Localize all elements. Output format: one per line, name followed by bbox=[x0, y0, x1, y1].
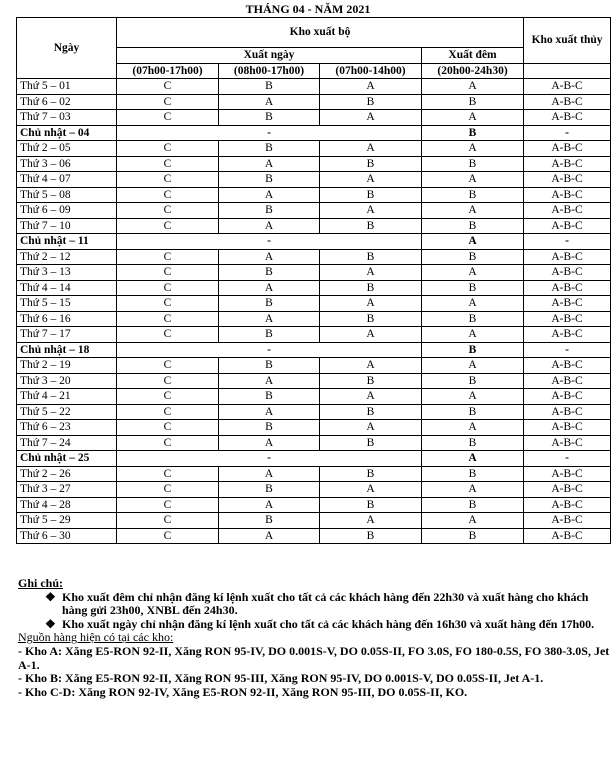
notes-section bbox=[18, 577, 610, 699]
cell-c2: B bbox=[219, 141, 320, 157]
header-time-4: (20h00-24h30) bbox=[422, 63, 524, 79]
table-row bbox=[17, 203, 611, 219]
cell-c5: A-B-C bbox=[524, 497, 611, 513]
cell-c4: B bbox=[422, 435, 524, 451]
cell-day: Thứ 5 – 22 bbox=[17, 404, 117, 420]
cell-c4: A bbox=[422, 110, 524, 126]
cell-mid: - bbox=[117, 125, 422, 141]
table-row bbox=[17, 389, 611, 405]
table-row bbox=[17, 249, 611, 265]
cell-c4: A bbox=[422, 296, 524, 312]
sources-label: Nguồn hàng hiện có tại các kho: bbox=[18, 630, 174, 645]
cell-c2: B bbox=[219, 79, 320, 95]
table-row bbox=[17, 79, 611, 95]
cell-c3: A bbox=[320, 389, 422, 405]
cell-c4: A bbox=[422, 172, 524, 188]
cell-c5: - bbox=[524, 451, 611, 467]
cell-day: Thứ 5 – 15 bbox=[17, 296, 117, 312]
cell-c5: A-B-C bbox=[524, 79, 611, 95]
cell-c4: A bbox=[422, 141, 524, 157]
cell-c2: B bbox=[219, 513, 320, 529]
cell-c4: B bbox=[422, 280, 524, 296]
header-ngay: Ngày bbox=[17, 18, 117, 79]
cell-c1: C bbox=[117, 141, 219, 157]
table-row bbox=[17, 528, 611, 544]
cell-c5: A-B-C bbox=[524, 94, 611, 110]
notes-list bbox=[18, 591, 610, 632]
cell-c3: B bbox=[320, 311, 422, 327]
cell-c5: A-B-C bbox=[524, 420, 611, 436]
cell-c2: A bbox=[219, 497, 320, 513]
cell-c1: C bbox=[117, 420, 219, 436]
cell-c4: A bbox=[422, 358, 524, 374]
table-row bbox=[17, 187, 611, 203]
cell-c5: A-B-C bbox=[524, 513, 611, 529]
sunday-row bbox=[17, 342, 611, 358]
table-row bbox=[17, 435, 611, 451]
cell-c5: A-B-C bbox=[524, 156, 611, 172]
cell-day: Thứ 4 – 07 bbox=[17, 172, 117, 188]
cell-c4: A bbox=[422, 265, 524, 281]
table-row bbox=[17, 94, 611, 110]
cell-c5: A-B-C bbox=[524, 172, 611, 188]
cell-c3: A bbox=[320, 141, 422, 157]
cell-c1: C bbox=[117, 172, 219, 188]
cell-day: Thứ 7 – 17 bbox=[17, 327, 117, 343]
cell-c3: B bbox=[320, 249, 422, 265]
cell-c3: A bbox=[320, 79, 422, 95]
cell-c2: B bbox=[219, 265, 320, 281]
header-time-1: (07h00-17h00) bbox=[117, 63, 219, 79]
cell-c4: B bbox=[422, 187, 524, 203]
cell-day: Thứ 4 – 21 bbox=[17, 389, 117, 405]
cell-c5: A-B-C bbox=[524, 249, 611, 265]
cell-c5: A-B-C bbox=[524, 373, 611, 389]
cell-c1: C bbox=[117, 389, 219, 405]
cell-c1: C bbox=[117, 203, 219, 219]
header-xuat-ngay: Xuất ngày bbox=[117, 48, 422, 64]
cell-c3: B bbox=[320, 404, 422, 420]
sunday-row bbox=[17, 234, 611, 250]
cell-day: Thứ 4 – 14 bbox=[17, 280, 117, 296]
cell-c4: B bbox=[422, 156, 524, 172]
cell-c4: B bbox=[422, 125, 524, 141]
cell-c5: - bbox=[524, 234, 611, 250]
cell-day: Thứ 6 – 02 bbox=[17, 94, 117, 110]
cell-c5: A-B-C bbox=[524, 141, 611, 157]
cell-c5: A-B-C bbox=[524, 203, 611, 219]
note-item: ❖ Kho xuất ngày chỉ nhận đăng kí lệnh xuất cho tất cả các khách hàng đến 16h30 và xuất hàng đến 17h00. bbox=[45, 616, 595, 631]
cell-day: Chủ nhật – 04 bbox=[17, 125, 117, 141]
table-row bbox=[17, 513, 611, 529]
table-row bbox=[17, 311, 611, 327]
table-row bbox=[17, 265, 611, 281]
cell-day: Thứ 3 – 06 bbox=[17, 156, 117, 172]
cell-c2: B bbox=[219, 389, 320, 405]
cell-c3: B bbox=[320, 218, 422, 234]
cell-c5: A-B-C bbox=[524, 280, 611, 296]
sunday-row bbox=[17, 451, 611, 467]
table-row bbox=[17, 497, 611, 513]
cell-c4: A bbox=[422, 203, 524, 219]
cell-day: Thứ 7 – 10 bbox=[17, 218, 117, 234]
cell-c4: A bbox=[422, 389, 524, 405]
cell-day: Thứ 2 – 26 bbox=[17, 466, 117, 482]
source-kho-a: - Kho A: Xăng E5-RON 92-II, Xăng RON 95-IV, DO 0.001S-V, DO 0.05S-II, FO 3.0S, FO 180-0.5S, FO 380-3.0S, Jet A-1. bbox=[18, 643, 610, 672]
cell-day: Thứ 2 – 19 bbox=[17, 358, 117, 374]
cell-c1: C bbox=[117, 373, 219, 389]
cell-day: Thứ 2 – 05 bbox=[17, 141, 117, 157]
notes-label: Ghi chú: bbox=[18, 576, 64, 590]
cell-c5: - bbox=[524, 125, 611, 141]
cell-c4: B bbox=[422, 373, 524, 389]
diamond-bullet-icon: ❖ bbox=[45, 616, 56, 631]
cell-day: Chủ nhật – 11 bbox=[17, 234, 117, 250]
cell-c1: C bbox=[117, 249, 219, 265]
cell-c5: A-B-C bbox=[524, 389, 611, 405]
cell-c3: A bbox=[320, 172, 422, 188]
cell-c2: B bbox=[219, 110, 320, 126]
table-row bbox=[17, 482, 611, 498]
cell-c3: B bbox=[320, 94, 422, 110]
cell-c1: C bbox=[117, 404, 219, 420]
cell-day: Thứ 3 – 27 bbox=[17, 482, 117, 498]
table-row bbox=[17, 466, 611, 482]
cell-c4: A bbox=[422, 234, 524, 250]
cell-day: Thứ 2 – 12 bbox=[17, 249, 117, 265]
cell-c5: A-B-C bbox=[524, 358, 611, 374]
cell-c4: B bbox=[422, 218, 524, 234]
cell-mid: - bbox=[117, 342, 422, 358]
cell-c3: A bbox=[320, 482, 422, 498]
cell-c5: A-B-C bbox=[524, 528, 611, 544]
cell-c1: C bbox=[117, 327, 219, 343]
cell-c3: B bbox=[320, 187, 422, 203]
note-item: ❖ Kho xuất đêm chỉ nhận đăng kí lệnh xuất cho tất cả các khách hàng đến 22h30 và xuất hàng cho khách hàng gửi 23h00, XNBL đến 24h30. bbox=[45, 589, 589, 618]
cell-c2: A bbox=[219, 156, 320, 172]
table-row bbox=[17, 172, 611, 188]
cell-c2: A bbox=[219, 218, 320, 234]
cell-c1: C bbox=[117, 187, 219, 203]
table-row bbox=[17, 218, 611, 234]
cell-c3: A bbox=[320, 420, 422, 436]
cell-c3: A bbox=[320, 110, 422, 126]
cell-c2: B bbox=[219, 358, 320, 374]
cell-c1: C bbox=[117, 482, 219, 498]
cell-c2: A bbox=[219, 249, 320, 265]
table-row bbox=[17, 358, 611, 374]
cell-c4: A bbox=[422, 482, 524, 498]
cell-c4: A bbox=[422, 451, 524, 467]
cell-c2: A bbox=[219, 435, 320, 451]
cell-c1: C bbox=[117, 311, 219, 327]
table-row bbox=[17, 327, 611, 343]
cell-c4: B bbox=[422, 311, 524, 327]
cell-c3: B bbox=[320, 497, 422, 513]
cell-c3: B bbox=[320, 280, 422, 296]
cell-c3: A bbox=[320, 265, 422, 281]
cell-c2: B bbox=[219, 172, 320, 188]
cell-c5: A-B-C bbox=[524, 110, 611, 126]
cell-day: Thứ 7 – 24 bbox=[17, 435, 117, 451]
cell-c3: B bbox=[320, 373, 422, 389]
source-kho-cd: - Kho C-D: Xăng RON 92-IV, Xăng E5-RON 92-II, Xăng RON 95-III, DO 0.05S-II, KO. bbox=[18, 684, 468, 699]
cell-day: Thứ 6 – 16 bbox=[17, 311, 117, 327]
cell-c5: A-B-C bbox=[524, 187, 611, 203]
cell-c2: B bbox=[219, 203, 320, 219]
cell-day: Thứ 6 – 23 bbox=[17, 420, 117, 436]
cell-day: Thứ 5 – 08 bbox=[17, 187, 117, 203]
page-title: THÁNG 04 - NĂM 2021 bbox=[245, 2, 371, 16]
cell-day: Thứ 4 – 28 bbox=[17, 497, 117, 513]
table-row bbox=[17, 156, 611, 172]
cell-c2: A bbox=[219, 187, 320, 203]
cell-c3: A bbox=[320, 327, 422, 343]
cell-c1: C bbox=[117, 528, 219, 544]
cell-mid: - bbox=[117, 234, 422, 250]
header-empty bbox=[524, 63, 611, 79]
cell-c1: C bbox=[117, 497, 219, 513]
cell-c5: A-B-C bbox=[524, 482, 611, 498]
cell-c1: C bbox=[117, 513, 219, 529]
cell-c5: A-B-C bbox=[524, 296, 611, 312]
cell-mid: - bbox=[117, 451, 422, 467]
header-time-3: (07h00-14h00) bbox=[320, 63, 422, 79]
cell-c3: B bbox=[320, 435, 422, 451]
cell-c4: B bbox=[422, 528, 524, 544]
cell-c2: A bbox=[219, 466, 320, 482]
table-row bbox=[17, 373, 611, 389]
cell-c2: A bbox=[219, 311, 320, 327]
cell-day: Thứ 7 – 03 bbox=[17, 110, 117, 126]
sunday-row bbox=[17, 125, 611, 141]
cell-c3: B bbox=[320, 528, 422, 544]
cell-day: Chủ nhật – 25 bbox=[17, 451, 117, 467]
table-row bbox=[17, 280, 611, 296]
table-row bbox=[17, 141, 611, 157]
header-kho-xuat-bo: Kho xuất bộ bbox=[117, 18, 524, 48]
table-row bbox=[17, 404, 611, 420]
cell-c4: A bbox=[422, 327, 524, 343]
cell-day: Thứ 5 – 29 bbox=[17, 513, 117, 529]
cell-day: Thứ 3 – 20 bbox=[17, 373, 117, 389]
cell-c5: A-B-C bbox=[524, 218, 611, 234]
cell-c2: B bbox=[219, 420, 320, 436]
cell-c4: B bbox=[422, 404, 524, 420]
cell-c3: B bbox=[320, 156, 422, 172]
cell-c2: A bbox=[219, 404, 320, 420]
cell-c2: B bbox=[219, 296, 320, 312]
table-row bbox=[17, 110, 611, 126]
cell-c1: C bbox=[117, 156, 219, 172]
cell-c4: B bbox=[422, 342, 524, 358]
source-kho-b: - Kho B: Xăng E5-RON 92-II, Xăng RON 95-III, Xăng RON 95-IV, DO 0.001S-V, DO 0.05S-II, Jet A-1. bbox=[18, 671, 544, 686]
header-time-2: (08h00-17h00) bbox=[219, 63, 320, 79]
cell-c1: C bbox=[117, 79, 219, 95]
cell-c1: C bbox=[117, 296, 219, 312]
cell-c3: A bbox=[320, 513, 422, 529]
cell-c1: C bbox=[117, 435, 219, 451]
cell-c1: C bbox=[117, 280, 219, 296]
cell-c4: B bbox=[422, 249, 524, 265]
cell-c5: - bbox=[524, 342, 611, 358]
table-row bbox=[17, 420, 611, 436]
cell-c3: B bbox=[320, 466, 422, 482]
cell-c2: A bbox=[219, 94, 320, 110]
cell-c1: C bbox=[117, 110, 219, 126]
cell-c4: A bbox=[422, 513, 524, 529]
cell-c1: C bbox=[117, 265, 219, 281]
cell-day: Thứ 6 – 09 bbox=[17, 203, 117, 219]
cell-c5: A-B-C bbox=[524, 404, 611, 420]
cell-day: Chủ nhật – 18 bbox=[17, 342, 117, 358]
cell-c1: C bbox=[117, 466, 219, 482]
cell-c5: A-B-C bbox=[524, 327, 611, 343]
cell-c4: B bbox=[422, 466, 524, 482]
schedule-table bbox=[16, 17, 611, 544]
table-row bbox=[17, 296, 611, 312]
diamond-bullet-icon: ❖ bbox=[45, 589, 56, 604]
cell-c5: A-B-C bbox=[524, 265, 611, 281]
cell-c3: A bbox=[320, 203, 422, 219]
cell-c5: A-B-C bbox=[524, 435, 611, 451]
header-xuat-dem: Xuất đêm bbox=[422, 48, 524, 64]
cell-c2: A bbox=[219, 528, 320, 544]
cell-c2: B bbox=[219, 482, 320, 498]
cell-c2: A bbox=[219, 373, 320, 389]
cell-c1: C bbox=[117, 218, 219, 234]
cell-c2: A bbox=[219, 280, 320, 296]
header-kho-xuat-thuy: Kho xuất thủy bbox=[524, 18, 611, 64]
cell-c1: C bbox=[117, 94, 219, 110]
cell-day: Thứ 3 – 13 bbox=[17, 265, 117, 281]
cell-c3: A bbox=[320, 358, 422, 374]
cell-c3: A bbox=[320, 296, 422, 312]
cell-c1: C bbox=[117, 358, 219, 374]
cell-c4: A bbox=[422, 79, 524, 95]
schedule-body bbox=[17, 79, 611, 544]
cell-c5: A-B-C bbox=[524, 311, 611, 327]
cell-c4: A bbox=[422, 420, 524, 436]
cell-c2: B bbox=[219, 327, 320, 343]
cell-c4: B bbox=[422, 497, 524, 513]
cell-c4: B bbox=[422, 94, 524, 110]
cell-day: Thứ 6 – 30 bbox=[17, 528, 117, 544]
schedule-header bbox=[17, 18, 611, 79]
cell-c5: A-B-C bbox=[524, 466, 611, 482]
cell-day: Thứ 5 – 01 bbox=[17, 79, 117, 95]
